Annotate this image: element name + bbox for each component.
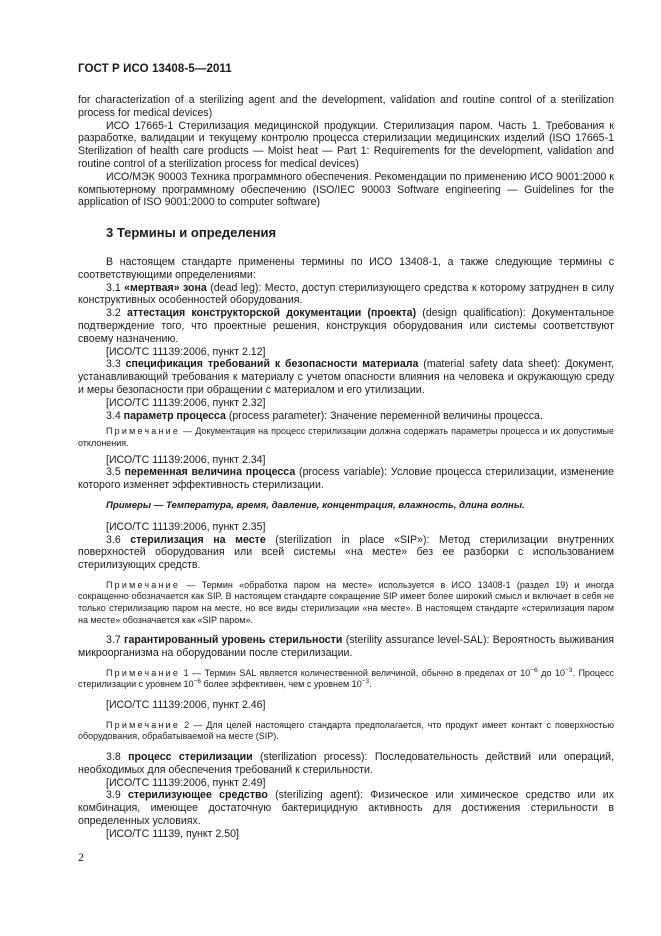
- term-3-7: 3.7 гарантированный уровень стерильности (sterility assurance level-SAL): Вероятность выживания микроорганизма на оборудовании после стерилизации.: [78, 634, 615, 660]
- reference-iso-17665-1: ИСО 17665-1 Стерилизация медицинской продукции. Стерилизация паром. Часть 1. Требования к разработке, валидации и текущему контролю процесса стерилизации медицинских изделий (ISO 17665-1 Sterilization of health care products — Moist heat — Part 1: Requirements for the development, validation and routine control of a sterilization process for medical devices): [78, 119, 614, 170]
- term-name: переменная величина процесса: [124, 466, 296, 479]
- term-source-ref: [ИСО/ТС 11139:2006, пункт 2.34]: [106, 453, 266, 466]
- term-3-8: 3.8 процесс стерилизации (sterilization process): Последовательность действий или операций, необходимых для обеспечения требований к стерильности.: [78, 751, 615, 776]
- term-name: стерилизующее средство: [127, 789, 268, 802]
- term-source-ref: [ИСО/ТС 11139:2006, пункт 2.12]: [106, 345, 266, 358]
- term-note: Примечание — Термин «обработка паром на месте» используется в ИСО 13408-1 (раздел 19) и иногда сокращенно обозначается как SIP. В настоящем стандарте сокращение SIP имеет более широкий смысл и включает в себя не только стерилизацию паром на месте, но все виды стерилизации «на месте». В настоящем стандарте «стерилизация паром на месте» обозначается как «SIP паром».: [78, 579, 614, 625]
- term-source-ref: [ИСО/ТС 11139:2006, пункт 2.32]: [106, 396, 266, 409]
- term-3-6: 3.6 стерилизация на месте (sterilization in place «SIP»): Метод стерилизации внутренних поверхностей оборудования или всей системы «на месте» без ее разборки с использованием стерилизующих средств.: [78, 533, 614, 572]
- term-source-ref: [ИСО/ТС 11139:2006, пункт 2.35]: [106, 520, 266, 533]
- note-label: Примечание: [106, 719, 181, 730]
- term-name: аттестация конструкторской документации (проекта): [126, 307, 417, 320]
- term-name: стерилизация на месте: [130, 533, 266, 546]
- document-body: [78, 94, 614, 841]
- term-note: Примечание — Документация на процесс стерилизации должна содержать параметры процесса и их допустимые отклонения.: [78, 426, 614, 448]
- term-3-2: 3.2 аттестация конструкторской документации (проекта) (design qualification): Документальное подтверждение того, что проектные решения, конструкция оборудования или системы соответствуют своему назначению.: [78, 307, 614, 345]
- term-3-9: 3.9 стерилизующее средство (sterilizing agent): Физическое или химическое средство или их комбинация, имеющее достаточную бактерицидную активность для достижения стерильности в определенных условиях.: [78, 789, 614, 828]
- term-3-4: 3.4 параметр процесса (process parameter): Значение переменной величины процесса.: [106, 409, 543, 422]
- term-examples: Примеры — Температура, время, давление, концентрация, влажность, длина волны.: [106, 499, 525, 511]
- term-source-ref: [ИСО/ТС 11139:2006, пункт 2.49]: [106, 776, 266, 789]
- term-note-2: Примечание 2 — Для целей настоящего стандарта предполагается, что продукт имеет контакт с поверхностью оборудования, обрабатываемой на месте (SIP).: [78, 719, 614, 742]
- section-lead: В настоящем стандарте применены термины по ИСО 13408-1, а также следующие термины с соответствующими определениями:: [78, 255, 614, 281]
- term-3-1: 3.1 «мертвая» зона (dead leg): Место, доступ стерилизующего средства к которому затруднен в силу конструктивных особенностей оборудования.: [78, 281, 615, 307]
- term-name: спецификация требований к безопасности материала: [125, 358, 419, 371]
- examples-label: Примеры —: [106, 499, 164, 511]
- term-name: гарантированный уровень стерильности: [124, 634, 343, 647]
- note-label: Примечание: [106, 426, 181, 437]
- term-source-ref: [ИСО/ТС 11139, пункт 2.50]: [106, 827, 239, 840]
- running-header: ГОСТ Р ИСО 13408-5—2011: [78, 63, 232, 75]
- term-3-5: 3.5 переменная величина процесса (process variable): Условие процесса стерилизации, изменение которого изменяет эффективность стерилизации.: [78, 466, 614, 492]
- note-label: Примечание: [106, 667, 181, 678]
- page-number: 2: [78, 850, 84, 864]
- term-3-3: 3.3 спецификация требований к безопасности материала (material safety data sheet): Документ, устанавливающий требования к материалу с учетом опасности влияния на человека и окружающую среду и меры безопасности при обращении с материалом и его утилизации.: [78, 358, 614, 396]
- term-note-1: Примечание 1 — Термин SAL является количественной величиной, обычно в пределах от $10^{-6}$ до $10^{-3}$. Процесс стерилизации с уровнем $10^{-6}$ более эффективен, чем с уровнем $10^{-3}$.: [78, 666, 614, 690]
- term-name: параметр процесса: [123, 409, 226, 422]
- reference-iso-iec-90003: ИСО/МЭК 90003 Техника программного обеспечения. Рекомендации по применению ИСО 9001:2000 к компьютерному программному обеспечению (ISO/IEC 90003 Software engineering — Guidelines for the application of ISO 9001:2000 to computer software): [78, 170, 614, 209]
- term-name: «мертвая» зона: [124, 281, 207, 294]
- section-heading: 3 Термины и определения: [106, 225, 277, 241]
- term-name: процесс стерилизации: [128, 751, 253, 764]
- term-source-ref: [ИСО/ТС 11139:2006, пункт 2.46]: [106, 699, 266, 712]
- reference-continuation: for characterization of a sterilizing agent and the development, validation and routine control of a sterilization process for medical devices): [78, 94, 614, 119]
- note-label: Примечание: [106, 579, 181, 590]
